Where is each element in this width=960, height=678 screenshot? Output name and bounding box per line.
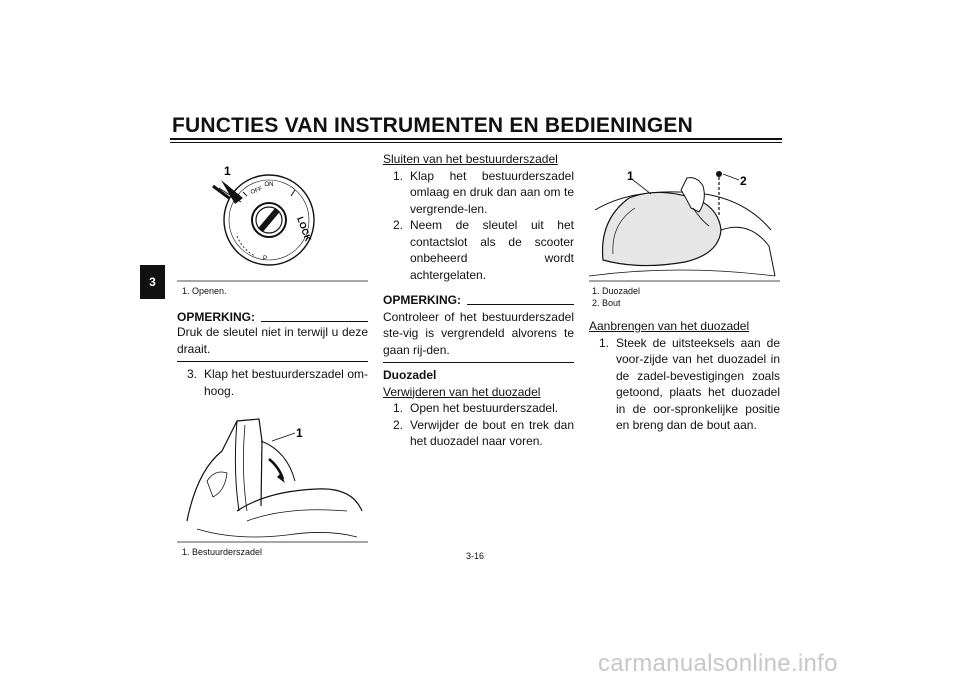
dial-off-label: OFF — [249, 186, 264, 196]
figure-ignition-switch — [177, 150, 368, 300]
column-2 — [383, 151, 574, 450]
install-steps — [589, 335, 780, 434]
note-heading: OPMERKING: — [383, 293, 461, 307]
figure-rider-seat — [177, 411, 368, 561]
note-heading-rule — [467, 304, 574, 305]
note-text: Controleer of het bestuurderszadel ste-vig is vergrendeld alvorens te gaan rij-den. — [383, 309, 574, 357]
list-item — [599, 335, 780, 434]
step-number: 1. — [393, 168, 404, 183]
page-number: 3-16 — [466, 551, 485, 561]
header-rule — [170, 138, 782, 140]
step-text: Neem de sleutel uit het contactslot als de scooter onbeheerd wordt achtergelaten. — [410, 218, 574, 282]
closing-steps — [383, 168, 574, 284]
note-block — [177, 310, 368, 362]
step-number: 1. — [393, 401, 404, 415]
note-heading-rule — [261, 321, 368, 322]
section-heading-closing: Sluiten van het bestuurderszadel — [383, 152, 558, 166]
list-item — [393, 217, 574, 283]
step-text: Klap het bestuurderszadel om-hoog. — [204, 367, 368, 398]
rider-seat-illustration — [177, 411, 368, 543]
callout-1: 1 — [627, 169, 634, 183]
subsection-heading-remove: Verwijderen van het duozadel — [383, 384, 541, 399]
figure-passenger-seat — [589, 150, 780, 314]
header-rule-thin — [170, 142, 782, 143]
step-number: 2. — [393, 218, 404, 232]
figure-caption-2: 2. Bout — [592, 298, 621, 308]
list-item — [393, 417, 574, 450]
step-number: 2. — [393, 417, 404, 432]
step-3 — [177, 366, 368, 399]
dial-on-label: ON — [264, 182, 274, 188]
ignition-switch-illustration — [177, 150, 368, 300]
figure-caption: 1. Bestuurderszadel — [182, 547, 263, 557]
step-number: 3. — [187, 367, 198, 381]
section-heading-duozadel: Duozadel — [383, 368, 437, 382]
callout-1: 1 — [224, 164, 231, 178]
dial-lock-label: LOCK — [295, 215, 314, 243]
step-text: Steek de uitsteeksels aan de voor-zijde van het duozadel in de zadel-bevestigingen zoals getoond, plaats het duozadel in de oor-spronkelijke positie en breng dan de bout aan. — [616, 335, 780, 432]
step-number: 1. — [599, 335, 610, 350]
callout-2: 2 — [740, 174, 747, 188]
step-text: Open het bestuurderszadel. — [410, 401, 559, 415]
list-item — [393, 168, 574, 218]
subsection-heading-install: Aanbrengen van het duozadel — [589, 319, 750, 333]
step-text: Klap het bestuurderszadel omlaag en druk dan aan om te vergrende-len. — [410, 168, 574, 216]
note-end-rule — [177, 361, 368, 362]
passenger-seat-illustration — [589, 150, 780, 282]
page-title: FUNCTIES VAN INSTRUMENTEN EN BEDIENINGEN — [172, 114, 693, 137]
step-text: Verwijder de bout en trek dan het duozadel naar voren. — [410, 417, 574, 448]
note-end-rule — [383, 362, 574, 363]
remove-steps — [383, 400, 574, 450]
note-text: Druk de sleutel niet in terwijl u deze draait. — [177, 325, 368, 356]
callout-1: 1 — [296, 426, 303, 440]
figure-caption-1: 1. Duozadel — [592, 286, 641, 296]
chapter-tab: 3 — [140, 265, 165, 299]
column-3 — [589, 150, 780, 434]
column-1 — [177, 150, 368, 561]
watermark-text: carmanualsonline.info — [598, 650, 838, 677]
dial-p-label: P — [263, 256, 268, 262]
figure-caption: 1. Openen. — [182, 286, 227, 296]
note-block — [383, 292, 574, 363]
list-item — [393, 400, 574, 417]
note-heading: OPMERKING: — [177, 310, 255, 324]
